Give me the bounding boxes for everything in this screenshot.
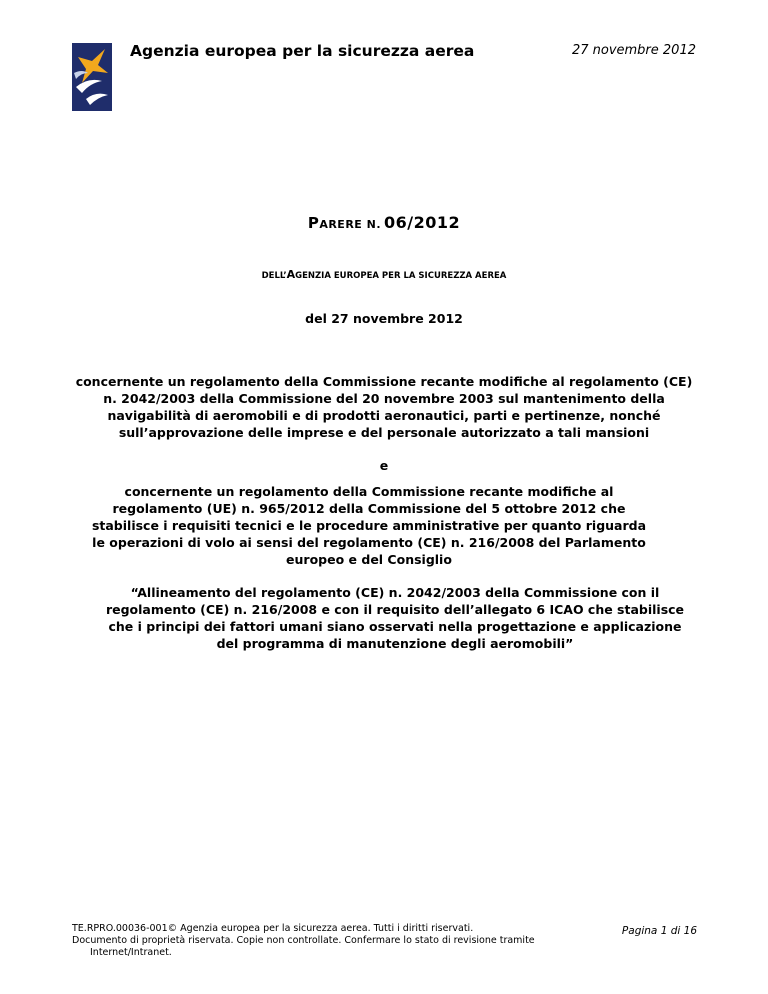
agency-name: Agenzia europea per la sicurezza aerea <box>130 42 475 60</box>
conjunction: e <box>379 458 389 473</box>
document-subtitle <box>0 268 768 281</box>
header-date: 27 novembre 2012 <box>571 43 696 58</box>
footer-line-3: Internet/Intranet. <box>90 947 172 958</box>
page-number: Pagina 1 di 16 <box>621 925 697 937</box>
footer-line-1: TE.RPRO.00036-001© Agenzia europea per la sicurezza aerea. Tutti i diritti riservati. <box>72 923 474 934</box>
subtitle-prefix: DELL’ <box>261 271 287 281</box>
footer-line-2: Documento di proprietà riservata. Copie non controllate. Confermare lo stato di revisione tramite <box>72 935 535 946</box>
title-initial: P <box>307 214 320 232</box>
footer-notice <box>72 923 590 959</box>
title-number: 06/2012 <box>384 213 461 232</box>
document-title <box>0 213 768 232</box>
subtitle-initial: A <box>286 268 296 281</box>
paragraph-regulation-2042: concernente un regolamento della Commissione recante modifiche al regolamento (CE) n. 2042/2003 della Commissione del 20 novembre 2003 sul mantenimento della navigabilità di aeromobili e di prodotti aeronautici, parti e pertinenze, nonché sull’approvazione delle imprese e del personale autorizzato a tali mansioni <box>75 374 693 440</box>
subtitle-rest: GENZIA EUROPEA PER LA SICUREZZA AEREA <box>295 271 507 281</box>
paragraph-regulation-965: concernente un regolamento della Commissione recante modifiche al regolamento (UE) n. 965/2012 della Commissione del 5 ottobre 2012 che stabilisce i requisiti tecnici e le procedure amministrative per quanto riguarda le operazioni di volo ai sensi del regolamento (CE) n. 216/2008 del Parlamento europeo e del Consiglio <box>91 484 647 567</box>
easa-logo <box>72 43 112 111</box>
document-date: del 27 novembre 2012 <box>305 311 463 326</box>
paragraph-title-quote: “Allineamento del regolamento (CE) n. 2042/2003 della Commissione con il regolamento (CE) n. 216/2008 e con il requisito dell’allegato 6 ICAO che stabilisce che i principi dei fattori umani siano osservati nella progettazione e applicazione del programma di manutenzione degli aeromobili” <box>105 585 685 651</box>
title-rest: ARERE N. <box>319 218 382 231</box>
